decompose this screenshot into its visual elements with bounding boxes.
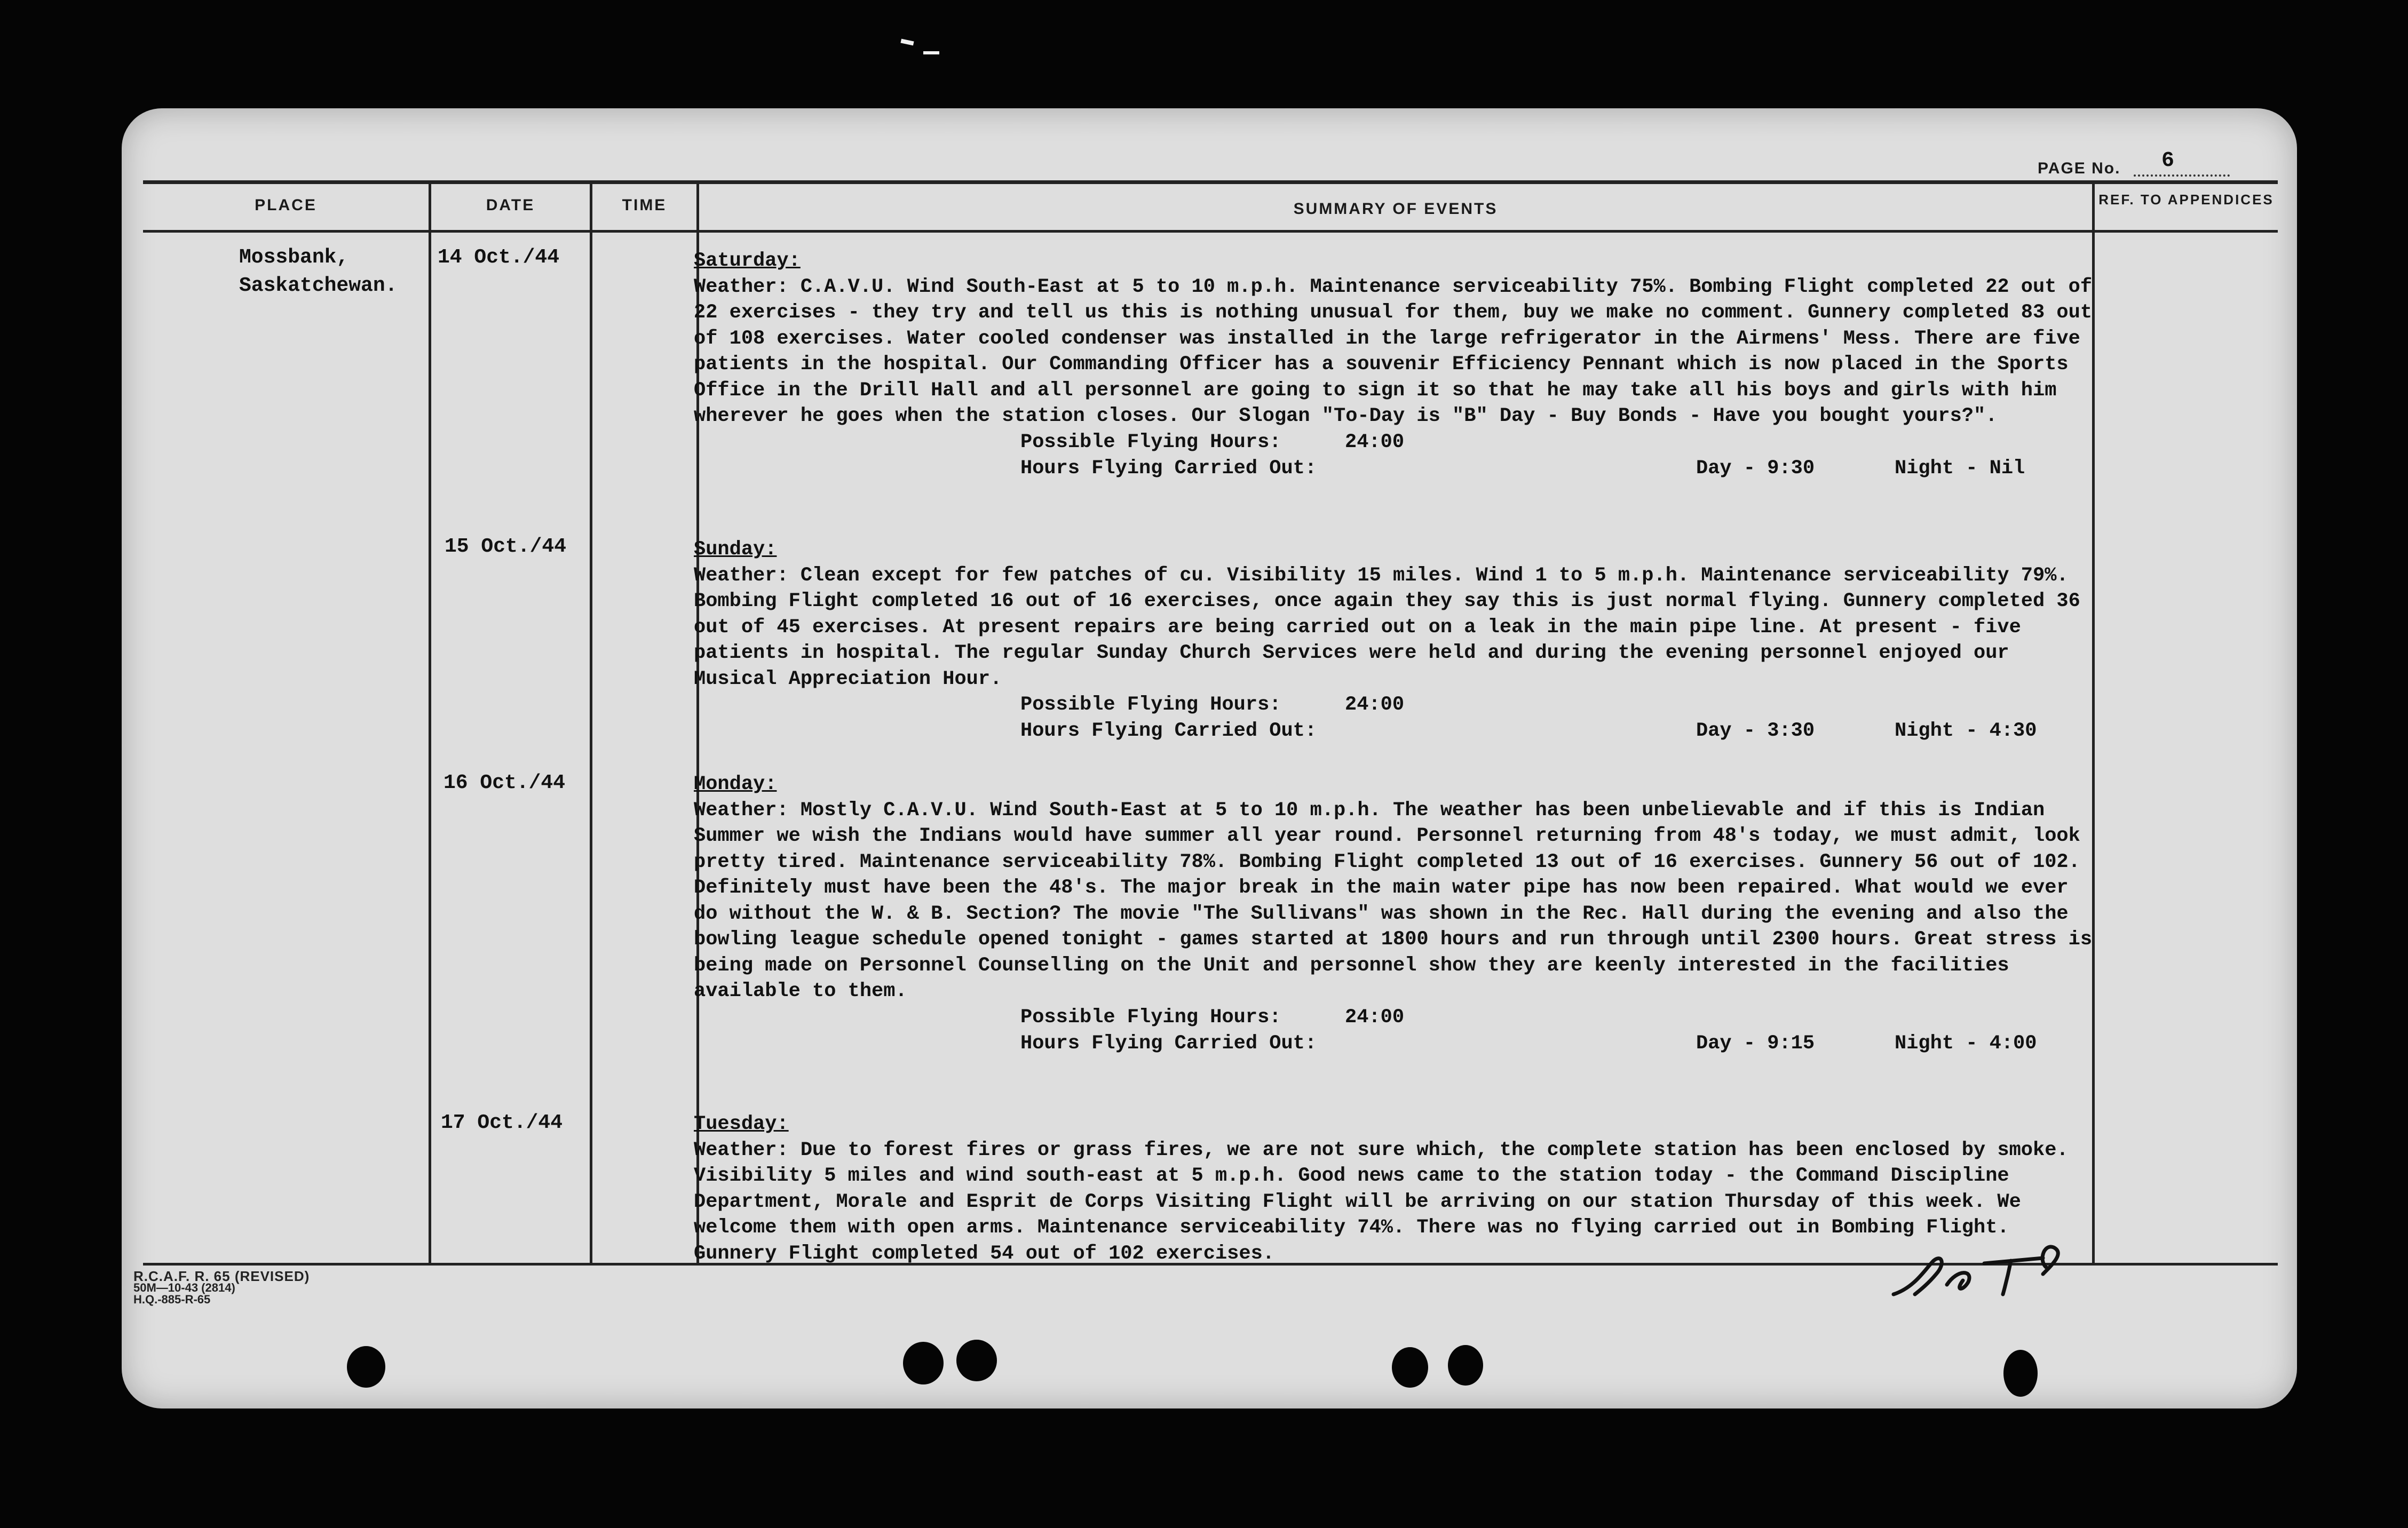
entry-day-heading: Saturday: <box>694 250 801 272</box>
place-line: Mossbank, <box>239 246 349 269</box>
page-number-value: 6 <box>2161 149 2175 173</box>
entry-date: 14 Oct./44 <box>438 246 560 269</box>
punch-hole <box>1448 1345 1483 1386</box>
film-mark <box>900 39 914 46</box>
entry-day-heading: Monday: <box>694 773 777 795</box>
flying-hours <box>694 692 2097 744</box>
summary-entry <box>694 771 2097 1057</box>
column-rule-date-time <box>590 183 592 1264</box>
possible-hours-value: 24:00 <box>1345 1006 1405 1029</box>
day-hours: Day - 9:15 <box>1696 1032 1815 1055</box>
punch-hole <box>347 1346 385 1388</box>
place-cell <box>239 243 397 300</box>
possible-hours-label: Possible Flying Hours: <box>1020 1006 1281 1029</box>
form-reference-line: R.C.A.F. R. 65 (REVISED) <box>133 1268 310 1284</box>
day-hours: Day - 9:30 <box>1696 457 1815 480</box>
entry-day-heading: Tuesday: <box>694 1113 789 1135</box>
column-header-place: PLACE <box>255 196 317 214</box>
summary-entry <box>694 537 2097 744</box>
entry-date: 15 Oct./44 <box>445 535 567 558</box>
punch-hole <box>903 1342 944 1384</box>
place-line: Saskatchewan. <box>239 274 398 297</box>
film-mark <box>923 51 939 54</box>
carried-out-label: Hours Flying Carried Out: <box>1020 720 1317 742</box>
night-hours: Night - 4:30 <box>1895 720 2037 742</box>
carried-out-label: Hours Flying Carried Out: <box>1020 1032 1317 1055</box>
form-reference <box>133 1270 310 1306</box>
header-bottom-rule <box>143 230 2278 233</box>
day-hours: Day - 3:30 <box>1696 720 1815 742</box>
entry-text: Weather: C.A.V.U. Wind South-East at 5 to 10 m.p.h. Maintenance serviceability 75%. Bombing Flight completed 22 out of 22 exercises - they try and tell us this is nothing unusual for them, buy we make no comment. Gunnery completed 83 out of 108 exercises. Water cooled condenser was installed in the large refrigerator in the Airmens' Mess. There are five patients in the hospital. Our Commanding Officer has a souvenir Efficiency Pennant which is now placed in the Sports Office in the Drill Hall and all personnel are going to sign it so that he may take all his boys and girls with him wherever he goes when the station closes. Our Slogan "To-Day is "B" Day - Buy Bonds - Have you bought yours?". <box>694 275 2093 427</box>
entry-text: Weather: Clean except for few patches of cu. Visibility 15 miles. Wind 1 to 5 m.p.h. Maintenance serviceability 79%. Bombing Flight completed 16 out of 16 exercises, once again they say this is just normal flying. Gunnery completed 36 out of 45 exercises. At present repairs are being carried out on a leak in the main pipe line. At present - five patients in hospital. The regular Sunday Church Services were held and during the evening personnel enjoyed our Musical Appreciation Hour. <box>694 564 2080 690</box>
possible-hours-label: Possible Flying Hours: <box>1020 694 1281 716</box>
punch-hole <box>956 1340 997 1381</box>
entry-date: 17 Oct./44 <box>441 1111 563 1134</box>
night-hours: Night - Nil <box>1895 457 2025 480</box>
entry-text: Weather: Due to forest fires or grass fires, we are not sure which, the complete station has been enclosed by smoke. Visibility 5 miles and wind south-east at 5 m.p.h. Good news came to the station today - the Command Discipline Department, Morale and Esprit de Corps Visiting Flight will be arriving on our station Thursday of this week. We welcome them with open arms. Maintenance serviceability 74%. There was no flying carried out in Bombing Flight. Gunnery Flight completed 54 out of 102 exercises. <box>694 1139 2069 1265</box>
possible-hours-label: Possible Flying Hours: <box>1020 431 1281 453</box>
carried-out-label: Hours Flying Carried Out: <box>1020 457 1317 480</box>
column-header-summary: SUMMARY OF EVENTS <box>1293 200 1498 218</box>
punch-hole <box>1392 1347 1428 1388</box>
form-reference-line: 50M—10-43 (2814) <box>133 1281 235 1294</box>
page-number-label: PAGE No. <box>2038 160 2121 177</box>
column-header-ref: REF. TO APPENDICES <box>2098 192 2274 208</box>
form-reference-line: H.Q.-885-R-65 <box>133 1293 211 1306</box>
handwritten-initials <box>1883 1231 2182 1306</box>
punch-hole <box>2003 1350 2038 1397</box>
column-rule-place-date <box>429 183 431 1264</box>
entry-day-heading: Sunday: <box>694 538 777 561</box>
possible-hours-value: 24:00 <box>1345 431 1405 453</box>
entry-text: Weather: Mostly C.A.V.U. Wind South-East at 5 to 10 m.p.h. The weather has been unbelievable and if this is Indian Summer we wish the Indians would have summer all year round. Personnel returning from 48's today, we must admit, look pretty tired. Maintenance serviceability 78%. Bombing Flight completed 13 out of 16 exercises. Gunnery 56 out of 102. Definitely must have been the 48's. The major break in the main water pipe has now been repaired. What would we ever do without the W. & B. Section? The movie "The Sullivans" was shown in the Rec. Hall during the evening and also the bowling league schedule opened tonight - games started at 1800 hours and run through until 2300 hours. Great stress is being made on Personnel Counselling on the Unit and personnel show they are keenly interested in the facilities available to them. <box>694 799 2093 1002</box>
column-header-time: TIME <box>622 196 667 214</box>
operations-record-card <box>122 108 2297 1408</box>
flying-hours <box>694 1005 2097 1057</box>
summary-entry <box>694 248 2097 482</box>
flying-hours <box>694 429 2097 482</box>
column-header-date: DATE <box>486 196 535 214</box>
page-number-line <box>2134 174 2230 177</box>
night-hours: Night - 4:00 <box>1895 1032 2037 1055</box>
header-top-rule <box>143 180 2278 184</box>
entry-date: 16 Oct./44 <box>443 771 566 794</box>
possible-hours-value: 24:00 <box>1345 694 1405 716</box>
